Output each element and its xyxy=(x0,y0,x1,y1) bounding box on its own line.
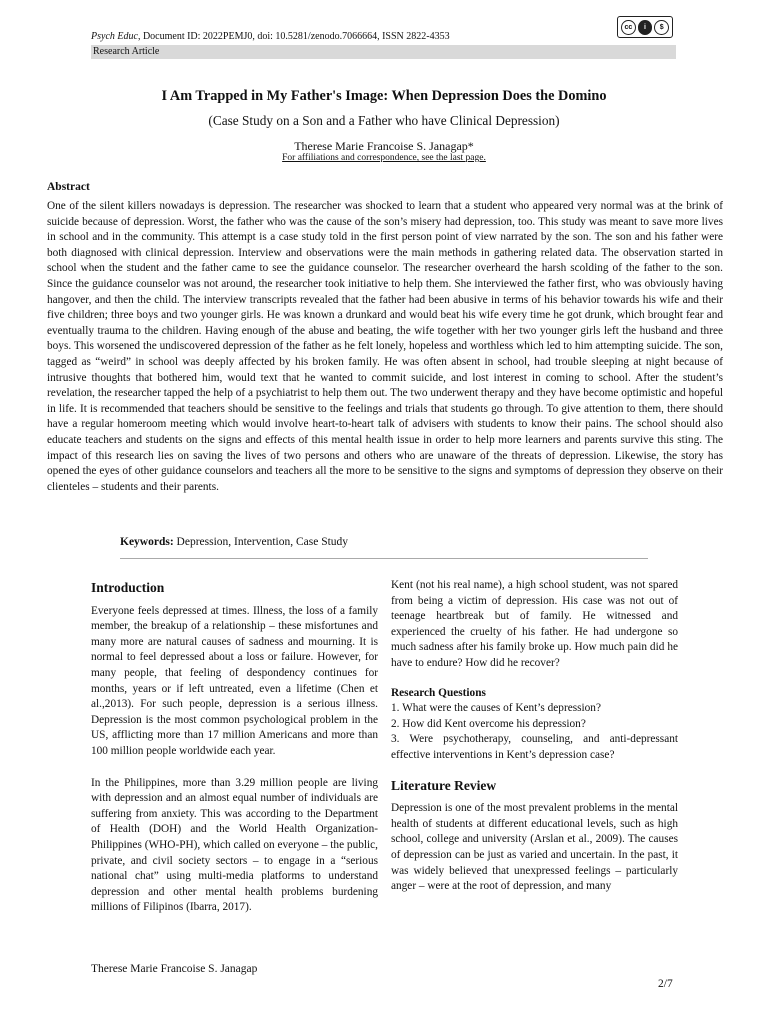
noncommercial-icon: $ xyxy=(654,20,669,35)
right-column xyxy=(391,578,678,895)
author-name: Therese Marie Francoise S. Janagap* xyxy=(294,139,474,153)
article-type-bar: Research Article xyxy=(91,45,676,59)
intro-paragraph-2: In the Philippines, more than 3.29 million people are living with depression and an almost equal number of individuals are suffering from anxiety. This was according to the Department of Health (DOH) and the World Health Organization-Philippines (WHO-PH), which called on everyone – the public, private, and civil society sectors – to engage in a “serious national chat” using multi-media platforms to understand depression and other mental health problems burdening millions of Filipinos (Ibarra, 2017). xyxy=(91,776,378,914)
keywords-line xyxy=(120,536,348,548)
paper-subtitle: (Case Study on a Son and a Father who have Clinical Depression) xyxy=(208,113,560,128)
journal-name: Psych Educ xyxy=(91,31,138,42)
page-number: 2/7 xyxy=(658,978,673,990)
journal-meta: , Document ID: 2022PEMJ0, doi: 10.5281/zenodo.7066664, ISSN 2822-4353 xyxy=(137,31,450,42)
intro-paragraph-1: Everyone feels depressed at times. Illness, the loss of a family member, the breakup of a relationship – these misfortunes and many more are natural causes of sadness and mourning. It is normal to feel depressed about a loss or failure. However, for many people, that feeling of despondency continues for months, years or if left untreated, even a lifetime (Chen et al.,2013). For such people, depression is a serious illness. Depression is the most common psychological problem in the US, afflicting more than 17 million Americans and more than 100 million people worldwide each year. xyxy=(91,604,378,757)
introduction-heading: Introduction xyxy=(91,580,165,595)
abstract-heading: Abstract xyxy=(47,181,90,193)
literature-review-heading: Literature Review xyxy=(391,777,497,793)
footer-author: Therese Marie Francoise S. Janagap xyxy=(91,963,258,975)
research-question-2: 2. How did Kent overcome his depression? xyxy=(391,717,586,730)
keywords-label: Keywords: xyxy=(120,536,174,548)
cc-icon: cc xyxy=(621,20,636,35)
literature-paragraph: Depression is one of the most prevalent problems in the mental health of students at different educational levels, such as high school, college and university (Arslan et al., 2009). The causes of depression can be just as varied and uncertain. In the past, it was widely believed that unexpressed feelings – particularly anger – were at the root of depression, and many xyxy=(391,802,678,893)
attribution-icon: i xyxy=(638,20,653,35)
research-question-3: 3. Were psychotherapy, counseling, and anti-depressant effective interventions in Kent’s depression case? xyxy=(391,733,678,761)
research-questions-heading: Research Questions xyxy=(391,686,486,699)
left-column xyxy=(91,580,378,916)
abstract-body: One of the silent killers nowadays is depression. The researcher was shocked to learn that a student who appeared very normal was at the brink of suicide because of depression. Worst, the father who was the cause of the son’s misery had depression, too. This study was meant to save more lives in school and in the community. This attempt is a case study told in the first person point of view narrated by the son. The son and his father were both diagnosed with clinical depression. Interview and observations were the main methods in gathering related data. The observation started in school when the student and the father came to see the guidance counselor. The researcher overheard the harsh scolding of the father to the son. Since the guidance counselor was not around, the researcher took initiative to help them. She interviewed the father first, who was obviously having hangover, and then the child. The interview transcripts revealed that the father had been abusive in terms of his behavior towards his wife and their five children; three boys and two younger girls. He was known a drunkard and would beat his wife every time he got drunk, which brought fear and eventually trauma to the children. Having enough of the abuse and beating, the wife together with her two younger girls left the husband and three boys. This worsened the undiscovered depression of the father as he felt lonely, hopeless and worthless which led to him attempting suicide. The son, tagged as “weird” in school was deeply affected by his broken family. He was often absent in school, had trouble sleeping at night because of intrusive thoughts that bothered him, would text that he wanted to commit suicide, and lost interest in coming to school. After the student’s revelation, the researcher tapped the help of a psychiatrist to help them out. The two underwent therapy and they have become optimistic and hopeful in life. It is recommended that teachers should be sensitive to the feelings and trials that students go through. To give attention to them, there should have a regular homeroom meeting which would involve heart-to-heart talk of advisers with students to know their pains. The school should also educate teachers and students on the signs and effects of this mental health issue in order to help more learners and parents survive this sting. The impact of this research lies on saving the lives of two persons and others who are unaware of the threats of depression. Likewise, the story has opened the eyes of other guidance counselors and teachers all the more to be sensitive to the signs and symptoms of depression they observe on their clienteles – students and their parents. xyxy=(47,200,723,493)
affiliation-note xyxy=(0,153,768,163)
research-question-1: 1. What were the causes of Kent’s depression? xyxy=(391,702,601,715)
journal-header xyxy=(91,31,450,42)
paper-title: I Am Trapped in My Father's Image: When Depression Does the Domino xyxy=(161,88,607,104)
affiliation-link[interactable]: For affiliations and correspondence, see the last page. xyxy=(282,153,486,163)
keywords-divider xyxy=(120,558,648,559)
cc-license-badge[interactable] xyxy=(617,16,673,38)
kent-paragraph: Kent (not his real name), a high school student, was not spared from being a victim of depression. His case was not out of teenage heartbreak but of family. He witnessed and experienced the cruelty of his father. He had undergone so much sadness after his family broke up. How much pain did he have to endure? How did he recover? xyxy=(391,579,678,669)
keywords-text: Depression, Intervention, Case Study xyxy=(173,536,349,548)
